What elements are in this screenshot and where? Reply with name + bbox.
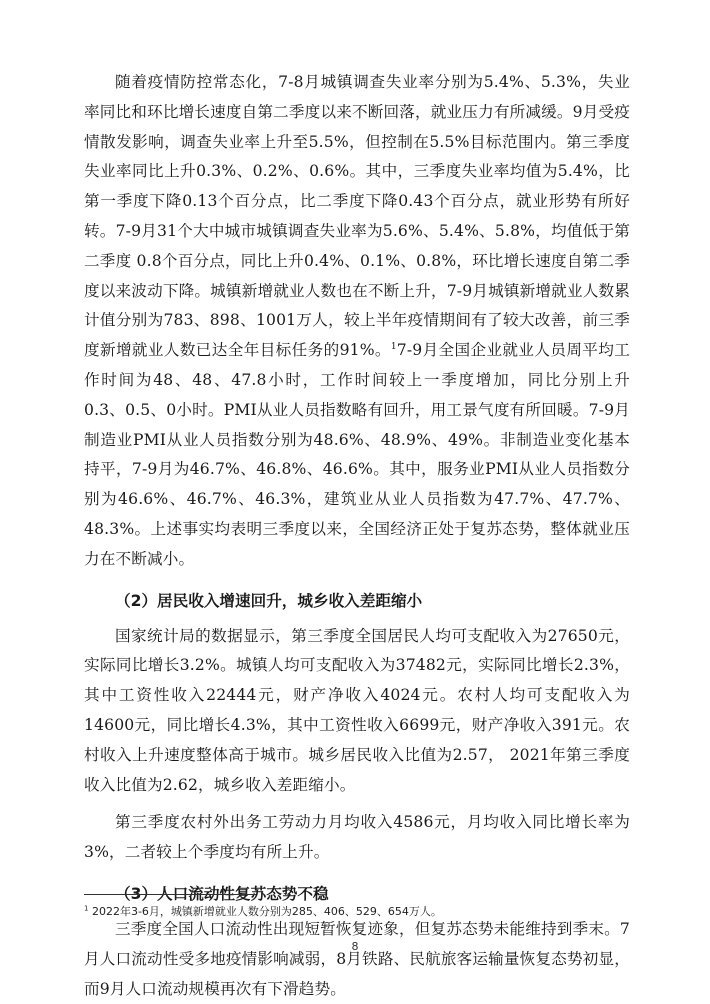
footnote-divider	[84, 894, 256, 895]
document-body	[84, 68, 630, 1004]
footnote-reference[interactable]: 1	[390, 341, 397, 352]
paragraph-migrant-income: 第三季度农村外出务工劳动力月均收入4586元，月均收入同比增长率为3%，二者较上个季度均有所上升。	[84, 813, 630, 862]
paragraph-employment	[84, 68, 630, 575]
section-heading-mobility: （3）人口流动性复苏态势不稳	[115, 884, 329, 903]
paragraph-gap	[84, 800, 630, 808]
paragraph-employment-part2: 7-9月全国企业就业人员周平均工作时间为48、48、47.8小时，工作时间较上一季度增加，同比分别上升 0.3、0.5、0小时。PMI从业人员指数略有回升，用工景气度有所回暖。7-9月制造业PMI从业人员指数分别为48.6%、48.9%、49%。非制造业变化基本持平，7-9月为46.7%、46.8%、46.6%。其中，服务业PMI从业人员指数分别为46.6%、46.7%、46.3%，建筑业从业人员指数为47.7%、47.7%、48.3%。上述事实均表明三季度以来，全国经济正处于复苏态势，整体就业压力在不断减小。	[84, 341, 630, 568]
paragraph-income: 国家统计局的数据显示，第三季度全国居民人均可支配收入为27650元，实际同比增长3.2%。城镇人均可支配收入为37482元，实际同比增长2.3%，其中工资性收入22444元，财产净收入4024元。农村人均可支配收入为14600元，同比增长4.3%，其中工资性收入6699元，财产净收入391元。农村收入上升速度整体高于城市。城乡居民收入比值为2.57， 2021年第三季度收入比值为2.62，城乡收入差距缩小。	[84, 626, 630, 794]
footnote	[84, 904, 630, 920]
page-number: 8	[351, 940, 359, 953]
footnote-text: 2022年3-6月，城镇新增就业人数分别为285、406、529、654万人。	[88, 905, 442, 918]
paragraph-employment-part1: 随着疫情防控常态化，7-8月城镇调查失业率分别为5.4%、5.3%，失业率同比和环比增长速度自第二季度以来不断回落，就业压力有所减缓。9月受疫情散发影响，调查失业率上升至5.5%，但控制在5.5%目标范围内。第三季度失业率同比上升0.3%、0.2%、0.6%。其中，三季度失业率均值为5.4%，比第一季度下降0.13个百分点，比二季度下降0.43个百分点，就业形势有所好转。7-9月31个大中城市城镇调查失业率为5.6%、5.4%、5.8%，均值低于第二季度 0.8个百分点，同比上升0.4%、0.1%、0.8%，环比增长速度自第二季度以来波动下降。城镇新增就业人数也在不断上升，7-9月城镇新增就业人数累计值分别为783、898、1001万人，较上半年疫情期间有了较大改善，前三季度新增就业人数已达全年目标任务的91%。	[84, 73, 630, 360]
section-heading-income: （2）居民收入增速回升，城乡收入差距缩小	[115, 591, 423, 610]
footnote-marker: 1	[84, 904, 89, 913]
paragraph-mobility: 三季度全国人口流动性出现短暂恢复迹象，但复苏态势未能维持到季末。7月人口流动性受多地疫情影响减弱，8月铁路、民航旅客运输量恢复态势初显，而9月人口流动规模再次有下滑趋势。	[84, 919, 630, 998]
